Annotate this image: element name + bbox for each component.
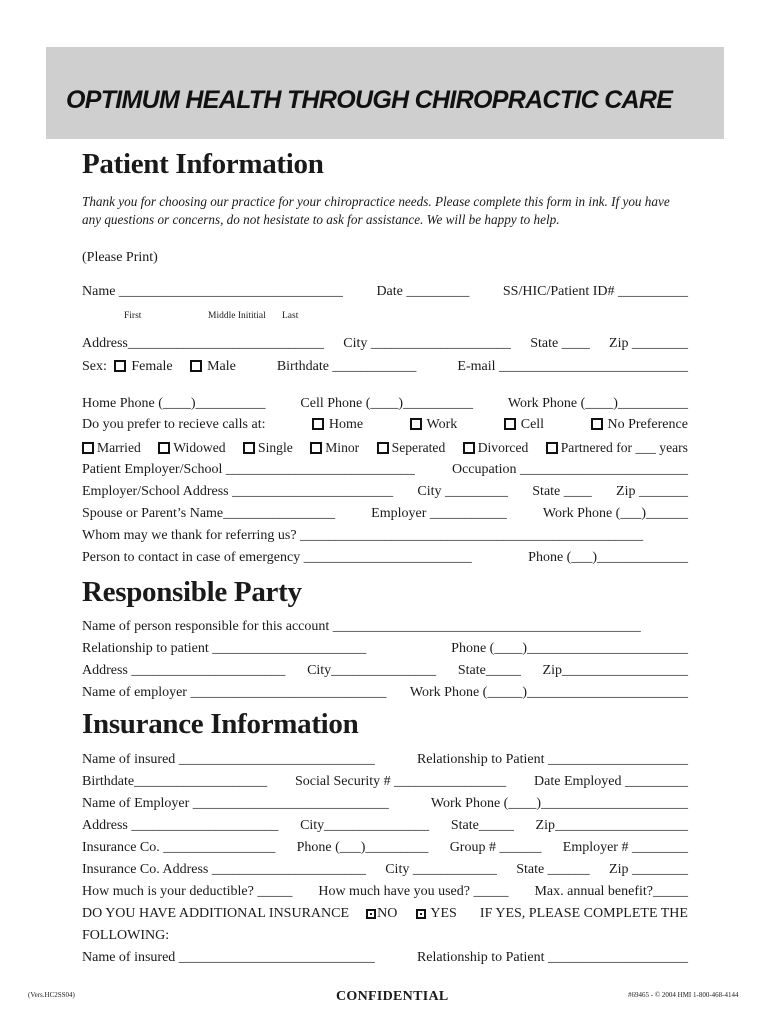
intro-text: Thank you for choosing our practice for your chiropractice needs. Please complete this form in ink. If you have any questions or concerns, do not hesistate to ask for assistance. We will be happy to help. (82, 194, 670, 227)
single-label: Single (258, 440, 293, 455)
name-middle-caption: Middle Inititial (208, 311, 266, 321)
responsible-name-field[interactable]: Name of person responsible for this account ____________________________________________ (82, 619, 641, 634)
banner-title: OPTIMUM HEALTH THROUGH CHIROPRACTIC CARE (66, 86, 673, 114)
insurance-state-field[interactable]: State ______ (516, 862, 590, 877)
insured-employer-field[interactable]: Name of Employer ____________________________ (82, 796, 389, 811)
name-last-caption: Last (282, 311, 299, 321)
insured-birthdate-field[interactable]: Birthdate___________________ (82, 774, 268, 789)
pref-cell-label: Cell (520, 417, 545, 432)
prefer-label: Do you prefer to recieve calls at: (82, 417, 266, 432)
female-checkbox[interactable] (114, 360, 126, 372)
name-row (82, 282, 688, 300)
additional-insurance-row (82, 904, 688, 922)
cell-phone-field[interactable]: Cell Phone (____)__________ (300, 396, 474, 411)
insured-address-field[interactable]: Address _____________________ (82, 818, 279, 833)
responsible-address-field[interactable]: Address ______________________ (82, 663, 286, 678)
max-benefit-field[interactable]: Max. annual benefit?_____ (534, 884, 688, 899)
separated-checkbox[interactable] (377, 442, 389, 454)
please-print-line (82, 248, 688, 266)
responsible-relationship-row (82, 639, 688, 657)
home-phone-field[interactable]: Home Phone (____)__________ (82, 396, 266, 411)
responsible-party-heading: Responsible Party (82, 576, 302, 608)
insured-relationship-field[interactable]: Relationship to Patient ____________________ (416, 752, 688, 767)
emergency-phone-field[interactable]: Phone (___)_____________ (528, 550, 688, 565)
yes-checkbox[interactable] (416, 909, 426, 919)
phones-row (82, 394, 688, 412)
divorced-label: Divorced (477, 440, 529, 455)
responsible-work-phone-field[interactable]: Work Phone (_____)_______________________ (409, 685, 688, 700)
insured2-name-field[interactable]: Name of insured ____________________________ (82, 950, 375, 965)
pref-home-label: Home (328, 417, 364, 432)
spouse-employer-field[interactable]: Employer ___________ (371, 506, 507, 521)
spouse-work-phone-field[interactable]: Work Phone (___)______ (542, 506, 688, 521)
responsible-state-field[interactable]: State_____ (457, 663, 521, 678)
responsible-relationship-field[interactable]: Relationship to patient ______________________ (82, 641, 367, 656)
birthdate-field[interactable]: Birthdate ____________ (276, 359, 417, 374)
employer-state-field[interactable]: State ____ (532, 484, 592, 499)
employer-number-field[interactable]: Employer # ________ (562, 840, 688, 855)
separated-label: Seperated (391, 440, 446, 455)
male-label: Male (207, 359, 236, 374)
insurance-zip-field[interactable]: Zip ________ (609, 862, 688, 877)
no-checkbox[interactable] (366, 909, 376, 919)
state-field[interactable]: State ____ (530, 336, 590, 351)
minor-checkbox[interactable] (310, 442, 322, 454)
deductible-row (82, 882, 688, 900)
address-field[interactable]: Address____________________________ (82, 336, 324, 351)
employer-address-field[interactable]: Employer/School Address _______________________ (82, 484, 394, 499)
responsible-zip-field[interactable]: Zip__________________ (542, 663, 688, 678)
insured-employer-row (82, 794, 688, 812)
email-field[interactable]: E-mail ___________________________ (457, 359, 688, 374)
date-employed-field[interactable]: Date Employed _________ (534, 774, 688, 789)
responsible-city-field[interactable]: City_______________ (307, 663, 437, 678)
work-phone-field[interactable]: Work Phone (____)__________ (507, 396, 688, 411)
pref-home-checkbox[interactable] (312, 418, 324, 430)
yes-label: YES (430, 906, 457, 921)
confidential-label: CONFIDENTIAL (336, 989, 449, 1004)
employer-zip-field[interactable]: Zip _______ (616, 484, 688, 499)
ssid-field[interactable]: SS/HIC/Patient ID# __________ (502, 284, 688, 299)
minor-label: Minor (325, 440, 360, 455)
employer-address-row (82, 482, 688, 500)
female-label: Female (131, 359, 173, 374)
form-version: (Vers.HC2SS04) (28, 991, 75, 999)
address-row (82, 334, 688, 352)
insurance-company-row (82, 838, 688, 856)
city-field[interactable]: City ____________________ (343, 336, 511, 351)
insurance-phone-field[interactable]: Phone (___)_________ (296, 840, 429, 855)
pref-work-checkbox[interactable] (410, 418, 422, 430)
insurance-address-row (82, 860, 688, 878)
insured-name-field[interactable]: Name of insured ____________________________ (82, 752, 375, 767)
responsible-employer-field[interactable]: Name of employer ____________________________ (82, 685, 387, 700)
pref-none-label: No Preference (607, 417, 688, 432)
additional-insurance-label: DO YOU HAVE ADDITIONAL INSURANCE (82, 906, 350, 921)
partnered-label: Partnered for ___ years (560, 440, 688, 455)
zip-field[interactable]: Zip ________ (609, 336, 688, 351)
insurance-information-heading: Insurance Information (82, 708, 359, 740)
employer-school-field[interactable]: Patient Employer/School ___________________________ (82, 462, 415, 477)
no-label: NO (377, 906, 398, 921)
male-checkbox[interactable] (190, 360, 202, 372)
insured-state-field[interactable]: State_____ (450, 818, 514, 833)
responsible-name-row (82, 617, 688, 635)
spouse-row (82, 504, 688, 522)
marital-status-row (82, 438, 688, 456)
copyright-notice: #69465 - © 2004 HMI 1-800-468-4144 (628, 991, 739, 999)
partnered-checkbox[interactable] (546, 442, 558, 454)
pref-cell-checkbox[interactable] (504, 418, 516, 430)
responsible-phone-field[interactable]: Phone (____)_______________________ (451, 641, 688, 656)
insured-zip-field[interactable]: Zip___________________ (535, 818, 688, 833)
insurance-address-field[interactable]: Insurance Co. Address ______________________ (82, 862, 366, 877)
sex-label: Sex: (82, 359, 107, 374)
single-checkbox[interactable] (243, 442, 255, 454)
insured2-row (82, 948, 688, 966)
insurance-city-field[interactable]: City ____________ (385, 862, 497, 877)
occupation-field[interactable]: Occupation ________________________ (451, 462, 688, 477)
referral-row (82, 526, 688, 544)
insured-city-field[interactable]: City_______________ (300, 818, 430, 833)
insured-ssn-field[interactable]: Social Security # ________________ (294, 774, 507, 789)
sex-group (82, 359, 236, 375)
insured-birthdate-row (82, 772, 688, 790)
if-yes-text: IF YES, PLEASE COMPLETE THE (479, 906, 688, 921)
married-label: Married (97, 440, 141, 455)
call-preference-row (82, 415, 688, 433)
insured-address-row (82, 816, 688, 834)
header-banner (46, 47, 724, 139)
please-print: (Please Print) (82, 250, 158, 265)
amount-used-field[interactable]: How much have you used? _____ (318, 884, 509, 899)
referral-field[interactable]: Whom may we thank for referring us? _________________________________________________ (82, 528, 644, 543)
date-field[interactable]: Date _________ (376, 284, 470, 299)
pref-none-checkbox[interactable] (591, 418, 603, 430)
group-number-field[interactable]: Group # ______ (449, 840, 542, 855)
employer-city-field[interactable]: City _________ (417, 484, 508, 499)
responsible-employer-row (82, 683, 688, 701)
spouse-name-field[interactable]: Spouse or Parent’s Name________________ (82, 506, 336, 521)
insurance-company-field[interactable]: Insurance Co. ________________ (82, 840, 276, 855)
insured-row (82, 750, 688, 768)
employer-row (82, 460, 688, 478)
insured-work-phone-field[interactable]: Work Phone (____)_____________________ (430, 796, 688, 811)
insured2-relationship-field[interactable]: Relationship to Patient ____________________ (416, 950, 688, 965)
sex-row (82, 357, 688, 375)
divorced-checkbox[interactable] (463, 442, 475, 454)
following-text: FOLLOWING: (82, 928, 170, 943)
married-checkbox[interactable] (82, 442, 94, 454)
responsible-address-row (82, 661, 688, 679)
pref-work-label: Work (426, 417, 458, 432)
widowed-label: Widowed (173, 440, 226, 455)
widowed-checkbox[interactable] (158, 442, 170, 454)
following-row (82, 926, 688, 944)
emergency-contact-field[interactable]: Person to contact in case of emergency ________________________ (82, 550, 472, 565)
emergency-row (82, 548, 688, 566)
deductible-field[interactable]: How much is your deductible? _____ (82, 884, 293, 899)
name-field[interactable]: Name ________________________________ (82, 284, 343, 299)
name-first-caption: First (124, 311, 142, 321)
patient-information-heading: Patient Information (82, 148, 324, 180)
